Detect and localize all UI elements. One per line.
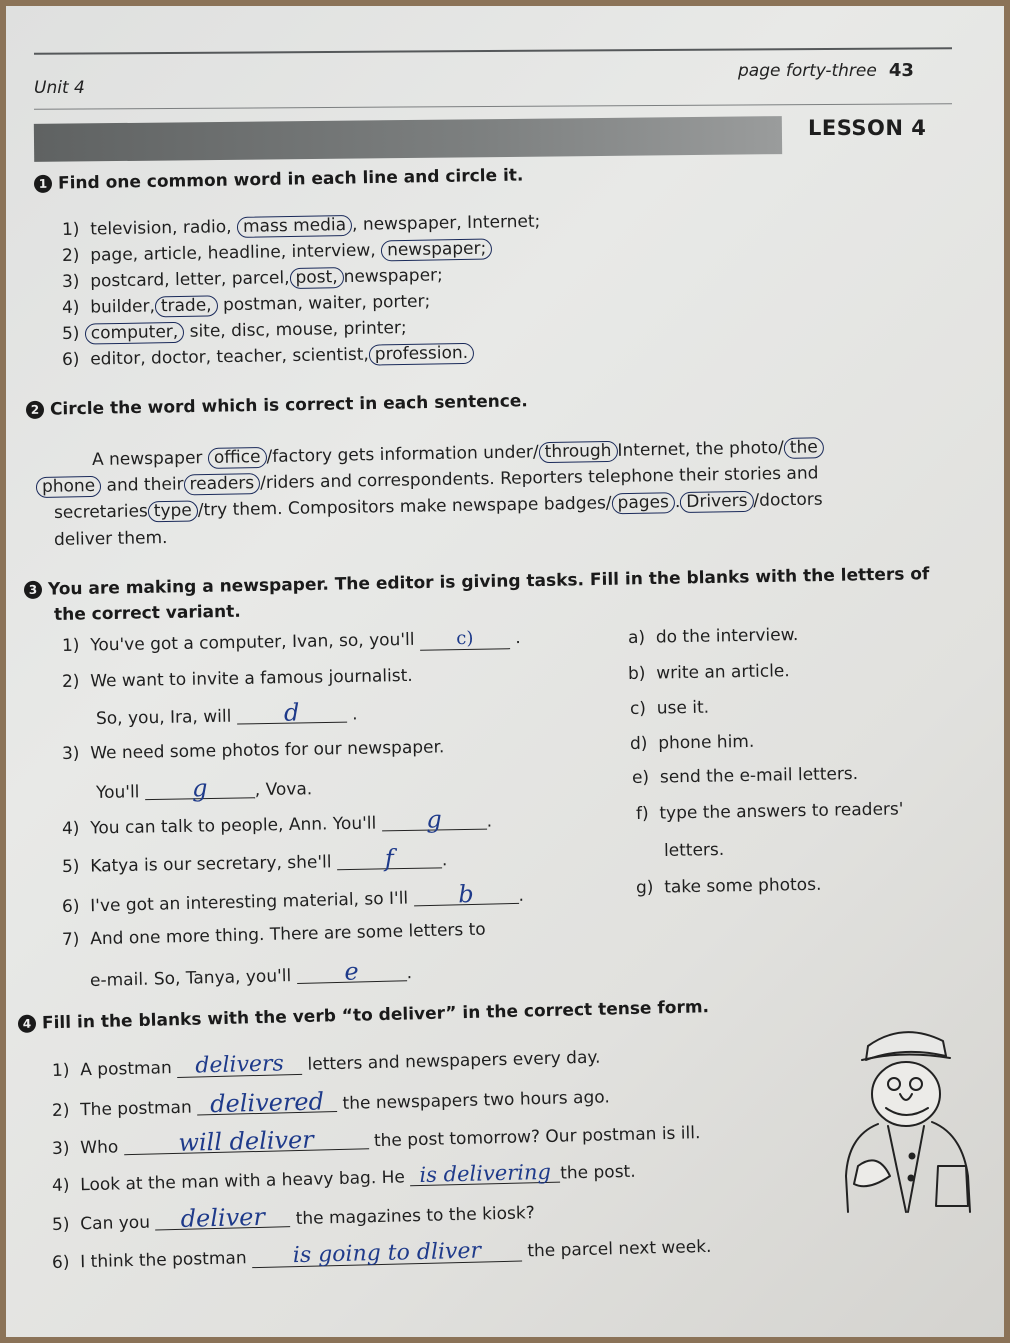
circled-word: trade, bbox=[155, 295, 218, 317]
header-rule-lower bbox=[34, 103, 952, 110]
answer-blank[interactable]: will deliver bbox=[123, 1128, 368, 1155]
circled-word: Drivers bbox=[680, 491, 754, 513]
item-number: 1) bbox=[51, 1060, 70, 1081]
line-number: 2) bbox=[61, 245, 80, 266]
task3-item-4 bbox=[61, 805, 493, 839]
task1-line-1 bbox=[62, 212, 541, 241]
item-number: 6) bbox=[61, 896, 80, 917]
task3-option-f bbox=[636, 799, 904, 824]
task3-option-c bbox=[630, 698, 709, 719]
circled-word: office bbox=[208, 447, 267, 469]
task1-title bbox=[34, 165, 524, 194]
task3-item-6 bbox=[61, 879, 525, 917]
task3-title-l2: the correct variant. bbox=[53, 601, 241, 625]
task2-number: 2 bbox=[26, 401, 44, 419]
item-number: 6) bbox=[51, 1252, 70, 1273]
item-text: . bbox=[351, 704, 358, 725]
line-text: builder, bbox=[90, 296, 156, 318]
postman-illustration bbox=[828, 1016, 978, 1216]
task3-item-3-cont bbox=[96, 776, 313, 803]
answer-blank[interactable]: is going to dliver bbox=[252, 1241, 522, 1269]
item-number: 7) bbox=[61, 929, 80, 950]
task2-line-4: deliver them. bbox=[53, 528, 168, 550]
item-text: . bbox=[406, 963, 413, 984]
item-number: 2) bbox=[51, 1100, 70, 1121]
item-number: 3) bbox=[61, 743, 80, 764]
lesson-bar bbox=[34, 116, 782, 162]
circled-word: newspaper; bbox=[381, 238, 493, 261]
task3-item-3 bbox=[62, 737, 445, 764]
option-key: g) bbox=[635, 877, 654, 898]
task3-item-2-cont bbox=[95, 698, 358, 729]
line-number: 3) bbox=[61, 271, 80, 292]
answer-blank[interactable]: c) bbox=[420, 628, 510, 651]
item-number: 3) bbox=[51, 1138, 70, 1159]
sentence-text: A newspaper bbox=[91, 448, 203, 470]
item-text: The postman bbox=[80, 1097, 193, 1121]
page-number bbox=[738, 60, 914, 81]
task3-option-f-cont: letters. bbox=[663, 839, 725, 861]
circled-word: mass media bbox=[237, 215, 352, 238]
task4-title bbox=[18, 997, 709, 1034]
sentence-text: /factory gets information under/ bbox=[266, 442, 539, 467]
page-digits: 43 bbox=[888, 60, 914, 81]
item-text: Can you bbox=[80, 1212, 151, 1235]
answer-blank[interactable]: f bbox=[337, 847, 442, 870]
option-text: phone him. bbox=[658, 731, 755, 754]
answer-blank[interactable]: g bbox=[145, 777, 255, 800]
item-text: So, you, Ira, will bbox=[95, 706, 232, 729]
unit-label: Unit 4 bbox=[34, 78, 85, 98]
item-text: You can talk to people, Ann. You'll bbox=[90, 813, 377, 839]
task4-item-6 bbox=[52, 1236, 712, 1273]
sentence-text: / bbox=[605, 493, 612, 514]
line-text: , newspaper, Internet; bbox=[351, 211, 541, 235]
task1-line-4 bbox=[62, 292, 431, 319]
task3-item-2 bbox=[62, 666, 413, 692]
line-number: 6) bbox=[61, 349, 80, 370]
task1-title-text: Find one common word in each line and circle it. bbox=[57, 165, 524, 194]
line-number: 4) bbox=[61, 297, 80, 318]
sentence-text: secretaries bbox=[53, 501, 149, 523]
item-text: Who bbox=[80, 1137, 119, 1159]
option-text: send the e-mail letters. bbox=[659, 764, 859, 788]
circled-word: phone bbox=[36, 476, 102, 498]
task3-item-7-cont bbox=[89, 957, 413, 991]
item-text: letters and newspapers every day. bbox=[307, 1047, 601, 1075]
task4-item-2 bbox=[52, 1084, 610, 1121]
task3-item-1 bbox=[62, 628, 521, 657]
task3-item-7 bbox=[62, 920, 486, 950]
item-number: 1) bbox=[61, 635, 80, 656]
item-number: 4) bbox=[61, 818, 80, 839]
line-number: 1) bbox=[61, 219, 80, 240]
item-text: the post. bbox=[559, 1161, 636, 1184]
item-number: 5) bbox=[61, 856, 80, 877]
answer-blank[interactable]: delivered bbox=[197, 1091, 337, 1115]
line-text: postman, waiter, porter; bbox=[222, 291, 431, 316]
option-text: use it. bbox=[656, 697, 710, 719]
task3-option-g bbox=[636, 875, 822, 898]
task3-title-text: You are making a newspaper. The editor is giving tasks. Fill in the blanks with the letters of bbox=[47, 564, 930, 600]
item-text: , Vova. bbox=[254, 779, 313, 801]
sentence-text: /riders and correspondents. Reporters telephone their stories and bbox=[259, 463, 819, 494]
option-key: c) bbox=[629, 698, 647, 719]
item-text: the newspapers two hours ago. bbox=[342, 1087, 610, 1114]
item-text: the post tomorrow? Our postman is ill. bbox=[373, 1123, 701, 1152]
item-number: 5) bbox=[51, 1214, 70, 1235]
item-text: Look at the man with a heavy bag. He bbox=[80, 1167, 406, 1196]
item-text: the magazines to the kiosk? bbox=[295, 1203, 536, 1230]
option-key: a) bbox=[627, 627, 646, 648]
circled-word: through bbox=[539, 441, 618, 463]
option-text: type the answers to readers' bbox=[659, 799, 904, 824]
task3-option-b bbox=[628, 661, 790, 684]
circled-word: profession. bbox=[369, 343, 475, 366]
circled-word: post, bbox=[289, 267, 343, 289]
task2-title-text: Circle the word which is correct in each sentence. bbox=[49, 391, 528, 420]
workbook-page bbox=[6, 6, 1004, 1337]
answer-blank[interactable]: deliver bbox=[155, 1206, 290, 1230]
option-text: take some photos. bbox=[664, 874, 822, 898]
task1-line-5 bbox=[62, 318, 407, 345]
item-number: 2) bbox=[61, 671, 80, 692]
sentence-text: and their bbox=[106, 474, 184, 496]
option-key: e) bbox=[631, 767, 650, 788]
item-text: You'll bbox=[95, 782, 140, 803]
task1-line-6 bbox=[62, 343, 474, 371]
task3-option-a bbox=[628, 625, 799, 648]
item-text: . bbox=[515, 627, 521, 649]
line-text: television, radio, bbox=[90, 217, 232, 240]
answer-blank[interactable]: delivers bbox=[177, 1054, 302, 1078]
answer-blank[interactable]: e bbox=[296, 960, 406, 984]
line-text: postcard, letter, parcel, bbox=[90, 268, 290, 292]
sentence-text: . bbox=[674, 492, 681, 513]
task3-item-5 bbox=[61, 844, 448, 877]
line-text: editor, doctor, teacher, scientist, bbox=[90, 344, 370, 370]
line-text: newspaper; bbox=[343, 265, 443, 288]
option-text: write an article. bbox=[656, 661, 790, 684]
task4-item-5 bbox=[52, 1200, 535, 1235]
item-text: And one more thing. There are some letters to bbox=[90, 919, 486, 950]
header-rule bbox=[34, 47, 952, 55]
answer-blank[interactable]: g bbox=[381, 809, 486, 832]
option-text: do the interview. bbox=[655, 625, 799, 648]
task3-number: 3 bbox=[24, 581, 42, 599]
item-text: Katya is our secretary, she'll bbox=[90, 852, 332, 877]
item-number: 4) bbox=[51, 1175, 70, 1196]
item-text: . bbox=[518, 885, 525, 906]
item-text: . bbox=[441, 850, 448, 871]
page-text: page forty-three bbox=[738, 61, 877, 81]
answer-blank[interactable]: d bbox=[237, 702, 347, 725]
item-text: We want to invite a famous journalist. bbox=[90, 665, 413, 692]
circled-word: pages bbox=[611, 492, 675, 514]
item-text: . bbox=[486, 811, 493, 832]
option-key: b) bbox=[627, 663, 646, 684]
option-key: d) bbox=[629, 733, 648, 754]
sentence-text: /doctors bbox=[753, 489, 823, 511]
line-number: 5) bbox=[61, 323, 80, 344]
line-text: page, article, headline, interview, bbox=[90, 240, 376, 266]
item-text: A postman bbox=[80, 1058, 172, 1081]
answer-blank[interactable]: b bbox=[413, 883, 518, 907]
sentence-text: badges bbox=[543, 493, 607, 515]
option-key: f) bbox=[635, 803, 649, 824]
task4-title-text: Fill in the blanks with the verb “to deliver” in the correct tense form. bbox=[41, 997, 710, 1034]
task4-number: 4 bbox=[18, 1015, 36, 1033]
sentence-text: Internet, the photo/ bbox=[617, 437, 784, 461]
item-text: the parcel next week. bbox=[527, 1236, 712, 1262]
task3-option-d bbox=[630, 732, 755, 754]
task1-number: 1 bbox=[34, 175, 52, 193]
circled-word: computer, bbox=[85, 322, 185, 345]
task2-title bbox=[26, 391, 528, 420]
task1-line-3 bbox=[62, 265, 443, 293]
item-text: We need some photos for our newspaper. bbox=[90, 737, 445, 764]
item-text: I've got an interesting material, so I'll bbox=[90, 888, 409, 917]
item-text: e-mail. So, Tanya, you'll bbox=[89, 966, 292, 991]
sentence-text: /try them. Compositors make newspape bbox=[197, 494, 539, 521]
circled-word: type bbox=[148, 500, 198, 522]
item-text: You've got a computer, Ivan, so, you'll bbox=[90, 629, 415, 656]
task3-title bbox=[24, 564, 930, 600]
task1-line-2 bbox=[62, 238, 493, 267]
item-text: I think the postman bbox=[80, 1248, 247, 1273]
task4-item-4 bbox=[52, 1160, 636, 1196]
circled-word: readers bbox=[183, 473, 260, 495]
task3-option-e bbox=[632, 764, 858, 788]
line-text: site, disc, mouse, printer; bbox=[189, 317, 407, 342]
circled-word: the bbox=[784, 437, 824, 459]
answer-blank[interactable]: is delivering bbox=[410, 1162, 560, 1187]
task4-item-1 bbox=[52, 1047, 601, 1081]
task4-item-3 bbox=[52, 1120, 701, 1159]
lesson-title: LESSON 4 bbox=[808, 116, 927, 140]
